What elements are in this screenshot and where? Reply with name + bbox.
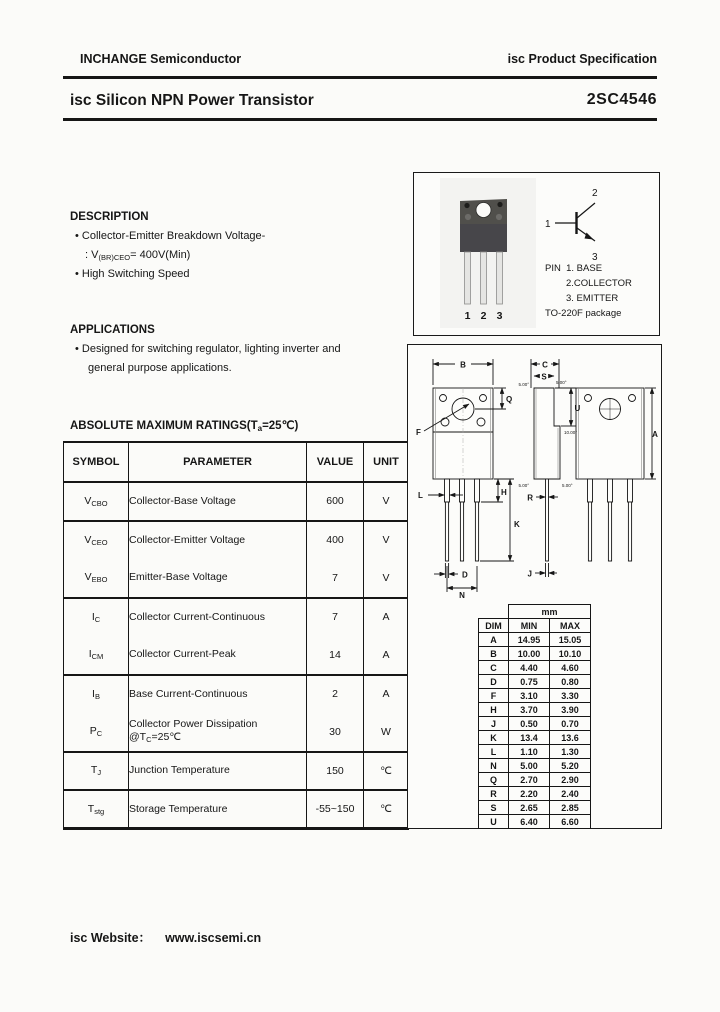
dims-unit-header: mm <box>509 605 591 619</box>
dims-row-D <box>479 675 591 689</box>
description-item-1-line2 <box>85 249 190 262</box>
ratings-row-vebo <box>64 559 409 598</box>
dims-row-A <box>479 633 591 647</box>
pin-legend-line1 <box>545 261 632 276</box>
npn-symbol-icon <box>555 203 595 241</box>
symbol-subscript: EBO <box>91 575 108 585</box>
symbol-subscript: J <box>97 768 102 778</box>
dims-row-U <box>479 815 591 829</box>
lead-3 <box>497 252 503 304</box>
ratings-row-ic <box>64 598 409 637</box>
ratings-row-pc <box>64 713 409 752</box>
parameter-cell <box>129 790 307 829</box>
dim-letter-cell: N <box>479 759 509 773</box>
dim-max-cell: 2.90 <box>550 773 591 787</box>
transistor-photo <box>460 199 507 322</box>
bullet-icon: • <box>75 230 79 242</box>
description-heading: DESCRIPTION <box>70 211 149 223</box>
parameter-cell <box>129 636 307 675</box>
parameter-text: Collector-Base Voltage <box>129 494 236 507</box>
parameter-text: Collector-Emitter Voltage <box>129 533 246 546</box>
unit-cell: A <box>364 598 409 637</box>
ratings-row-vceo <box>64 521 409 560</box>
ratings-title <box>70 418 298 433</box>
parameter-text: Emitter-Base Voltage <box>129 571 228 584</box>
parameter-text: Collector Power Dissipation <box>129 717 258 730</box>
parameter-text: Junction Temperature <box>129 764 230 777</box>
emitter-arrow-icon <box>585 233 594 240</box>
brand-mark: isc <box>70 92 92 109</box>
dim-label-B: B <box>460 360 466 370</box>
dim-max-cell: 3.30 <box>550 689 591 703</box>
outline-drawing-box <box>407 344 662 829</box>
symbol-cell <box>64 521 129 560</box>
company-name: INCHANGE Semiconductor <box>80 52 242 66</box>
dim-min-cell: 0.75 <box>509 675 550 689</box>
applications-line-1 <box>75 343 341 355</box>
dims-row-F <box>479 689 591 703</box>
dim-min-cell: 3.70 <box>509 703 550 717</box>
dimensions-table-body <box>479 633 591 829</box>
value-cell: 600 <box>307 482 364 521</box>
dims-row-N <box>479 759 591 773</box>
symbol-base: T <box>87 802 95 815</box>
symbol-cell <box>64 482 129 521</box>
photo-pin-3-label: 3 <box>496 310 503 322</box>
dim-max-cell: 2.85 <box>550 801 591 815</box>
value-cell: 7 <box>307 598 364 637</box>
dim-label-K: K <box>514 520 520 529</box>
ratings-title-post: =25℃) <box>262 420 299 432</box>
dims-header-min: MIN <box>509 619 550 633</box>
pin-legend-emitter: 3. EMITTER <box>566 293 619 304</box>
parameter-cell <box>129 675 307 714</box>
dim-letter-cell: H <box>479 703 509 717</box>
angle-note-2: 5.00° <box>556 380 567 385</box>
dim-max-cell: 6.60 <box>550 815 591 829</box>
value-cell: 2 <box>307 675 364 714</box>
unit-cell: V <box>364 482 409 521</box>
dim-letter-cell: Q <box>479 773 509 787</box>
angle-note-5: 5.00° <box>562 483 573 488</box>
symbol-subscript: B <box>94 691 100 701</box>
dim-letter-cell: D <box>479 675 509 689</box>
dim-label-S: S <box>541 372 547 382</box>
parameter-cell <box>129 482 307 521</box>
footer-label: isc Website： <box>70 931 152 945</box>
parameter-cell <box>129 598 307 637</box>
ratings-row-ib <box>64 675 409 714</box>
dims-row-J <box>479 717 591 731</box>
ratings-header-row <box>64 442 409 482</box>
ratings-row-tj <box>64 752 409 791</box>
symbol-subscript: CM <box>91 652 104 662</box>
dim-max-cell: 2.40 <box>550 787 591 801</box>
dim-max-cell: 15.05 <box>550 633 591 647</box>
dim-min-cell: 13.4 <box>509 731 550 745</box>
bullet-icon: • <box>75 343 79 355</box>
symbol-cell <box>64 790 129 829</box>
ratings-title-pre: ABSOLUTE MAXIMUM RATINGS(T <box>70 420 258 432</box>
dim-letter-cell: J <box>479 717 509 731</box>
dim-label-D: D <box>462 570 468 580</box>
dims-row-H <box>479 703 591 717</box>
parameter-cell <box>129 559 307 598</box>
symbol-collector-label: 2 <box>592 188 598 199</box>
dims-unit-row <box>479 605 591 619</box>
value-cell: 7 <box>307 559 364 598</box>
pin-legend <box>545 261 632 321</box>
dim-letter-cell: R <box>479 787 509 801</box>
dim-min-cell: 4.40 <box>509 661 550 675</box>
parameter-condition-part: C <box>146 734 152 744</box>
dim-min-cell: 2.65 <box>509 801 550 815</box>
dims-row-R <box>479 787 591 801</box>
description-item-1-text: Collector-Emitter Breakdown Voltage- <box>81 230 266 242</box>
dims-blank-cell <box>479 605 509 619</box>
dims-header-dim: DIM <box>479 619 509 633</box>
spec-label <box>508 52 657 66</box>
dim-letter-cell: C <box>479 661 509 675</box>
symbol-subscript: CBO <box>91 498 108 508</box>
symbol-base: I <box>92 687 95 700</box>
brand-mark: isc <box>507 52 526 66</box>
value-cell: 14 <box>307 636 364 675</box>
parameter-condition <box>129 731 306 746</box>
bullet-icon: • <box>75 268 79 280</box>
dim-label-H: H <box>501 488 507 497</box>
dim-min-cell: 0.50 <box>509 717 550 731</box>
symbol-base: I <box>91 610 95 623</box>
dims-row-C <box>479 661 591 675</box>
dim-label-F: F <box>416 428 421 437</box>
angle-note-4: 5.00° <box>518 483 529 488</box>
symbol-cell <box>64 675 129 714</box>
symbol-base: V <box>84 494 92 507</box>
symbol-cell <box>64 598 129 637</box>
dim-max-cell: 0.80 <box>550 675 591 689</box>
ratings-header-parameter: PARAMETER <box>129 442 307 482</box>
parameter-condition-part: @T <box>129 730 147 743</box>
dims-header-row <box>479 619 591 633</box>
parameter-cell <box>129 521 307 560</box>
description-item-2-text: High Switching Speed <box>81 268 190 280</box>
spec-text: Product Specification <box>528 52 657 66</box>
dim-min-cell: 2.70 <box>509 773 550 787</box>
ratings-row-tstg <box>64 790 409 829</box>
photo-pin-1-label: 1 <box>464 310 471 322</box>
parameter-cell <box>129 752 307 791</box>
symbol-subscript: stg <box>94 806 105 816</box>
dim-letter-cell: B <box>479 647 509 661</box>
dimensions-table-head <box>479 605 591 633</box>
title-text: Silicon NPN Power Transistor <box>95 92 314 109</box>
value-cell: 150 <box>307 752 364 791</box>
dim-label-C: C <box>542 360 548 370</box>
dims-row-K <box>479 731 591 745</box>
header-rule <box>63 76 657 79</box>
description-item-2 <box>75 268 190 280</box>
dim-label-U: U <box>574 404 581 413</box>
parameter-text: Collector Current-Continuous <box>129 610 265 623</box>
photo-pin-2-label: 2 <box>480 310 487 322</box>
dim-min-cell: 5.00 <box>509 759 550 773</box>
dim-max-cell: 13.6 <box>550 731 591 745</box>
ratings-header-unit: UNIT <box>364 442 409 482</box>
footer-url: www.iscsemi.cn <box>165 931 262 945</box>
v-br-pre: : V <box>85 249 99 261</box>
symbol-base: T <box>90 764 98 777</box>
ratings-table <box>63 441 409 830</box>
ratings-header-symbol: SYMBOL <box>64 442 129 482</box>
dim-max-cell: 4.60 <box>550 661 591 675</box>
lead-2 <box>481 252 487 304</box>
ratings-row-vcbo <box>64 482 409 521</box>
dim-letter-cell: F <box>479 689 509 703</box>
package-name: TO-220F package <box>545 308 622 319</box>
symbol-cell <box>64 752 129 791</box>
symbol-cell <box>64 559 129 598</box>
dim-min-cell: 10.00 <box>509 647 550 661</box>
part-number: 2SC4546 <box>586 91 657 108</box>
angle-note-1: 5.00° <box>518 382 529 387</box>
dim-label-R: R <box>527 493 533 503</box>
unit-cell: ℃ <box>364 752 409 791</box>
unit-cell: W <box>364 713 409 752</box>
dim-label-L: L <box>418 491 423 500</box>
symbol-cell <box>64 636 129 675</box>
parameter-text: Base Current-Continuous <box>129 687 248 700</box>
parameter-condition-part: =25℃ <box>151 730 182 743</box>
unit-cell: V <box>364 521 409 560</box>
dim-label-Q: Q <box>506 395 513 404</box>
dim-min-cell: 1.10 <box>509 745 550 759</box>
dims-row-S <box>479 801 591 815</box>
lead-1 <box>465 252 471 304</box>
description-item-1 <box>75 230 265 242</box>
ratings-title-sub: a <box>257 424 263 433</box>
dims-row-Q <box>479 773 591 787</box>
parameter-cell <box>129 713 307 752</box>
symbol-subscript: CEO <box>91 537 108 547</box>
page-title <box>70 92 314 110</box>
dim-letter-cell: K <box>479 731 509 745</box>
dim-max-cell: 5.20 <box>550 759 591 773</box>
pin-legend-label: PIN <box>545 263 561 274</box>
pin-legend-base: 1. BASE <box>566 263 603 274</box>
footer <box>70 928 261 946</box>
symbol-base: I <box>88 648 92 661</box>
dim-label-A: A <box>652 430 658 439</box>
dim-max-cell: 10.10 <box>550 647 591 661</box>
symbol-cell <box>64 713 129 752</box>
value-cell: 400 <box>307 521 364 560</box>
v-br-post: = 400V(Min) <box>130 249 191 261</box>
ratings-table-body <box>64 482 409 829</box>
dims-row-B <box>479 647 591 661</box>
mounting-hole <box>476 203 491 218</box>
parameter-text: Storage Temperature <box>129 802 228 815</box>
value-cell: 30 <box>307 713 364 752</box>
dimensions-table <box>478 604 591 829</box>
dim-label-J: J <box>527 569 532 579</box>
title-rule <box>63 118 657 121</box>
dim-min-cell: 6.40 <box>509 815 550 829</box>
symbol-base: V <box>84 571 92 584</box>
dims-header-max: MAX <box>550 619 591 633</box>
angle-note-3: 10.00° <box>564 430 578 435</box>
unit-cell: A <box>364 636 409 675</box>
dim-letter-cell: S <box>479 801 509 815</box>
dim-max-cell: 3.90 <box>550 703 591 717</box>
applications-line-2: general purpose applications. <box>88 362 232 374</box>
symbol-emitter-label: 3 <box>592 252 598 263</box>
unit-cell: ℃ <box>364 790 409 829</box>
applications-heading: APPLICATIONS <box>70 324 155 336</box>
ratings-header-value: VALUE <box>307 442 364 482</box>
package-pinout-box <box>413 172 660 336</box>
ratings-table-head <box>64 442 409 482</box>
dim-min-cell: 3.10 <box>509 689 550 703</box>
unit-cell: A <box>364 675 409 714</box>
dim-label-N: N <box>459 591 465 600</box>
dim-max-cell: 1.30 <box>550 745 591 759</box>
ratings-row-icm <box>64 636 409 675</box>
pin-legend-collector: 2.COLLECTOR <box>566 278 632 289</box>
dim-letter-cell: U <box>479 815 509 829</box>
symbol-subscript: C <box>96 729 103 739</box>
dim-min-cell: 2.20 <box>509 787 550 801</box>
dims-row-L <box>479 745 591 759</box>
v-br-sub: (BR)CEO <box>98 253 131 262</box>
dim-max-cell: 0.70 <box>550 717 591 731</box>
unit-cell: V <box>364 559 409 598</box>
applications-text-1: Designed for switching regulator, lighting inverter and <box>81 343 341 355</box>
symbol-subscript: C <box>94 614 101 624</box>
parameter-text: Collector Current-Peak <box>129 648 236 661</box>
symbol-base: P <box>89 725 97 738</box>
dim-letter-cell: L <box>479 745 509 759</box>
dim-min-cell: 14.95 <box>509 633 550 647</box>
value-cell: -55~150 <box>307 790 364 829</box>
dim-letter-cell: A <box>479 633 509 647</box>
symbol-base-label: 1 <box>545 219 551 230</box>
symbol-base: V <box>84 533 92 546</box>
